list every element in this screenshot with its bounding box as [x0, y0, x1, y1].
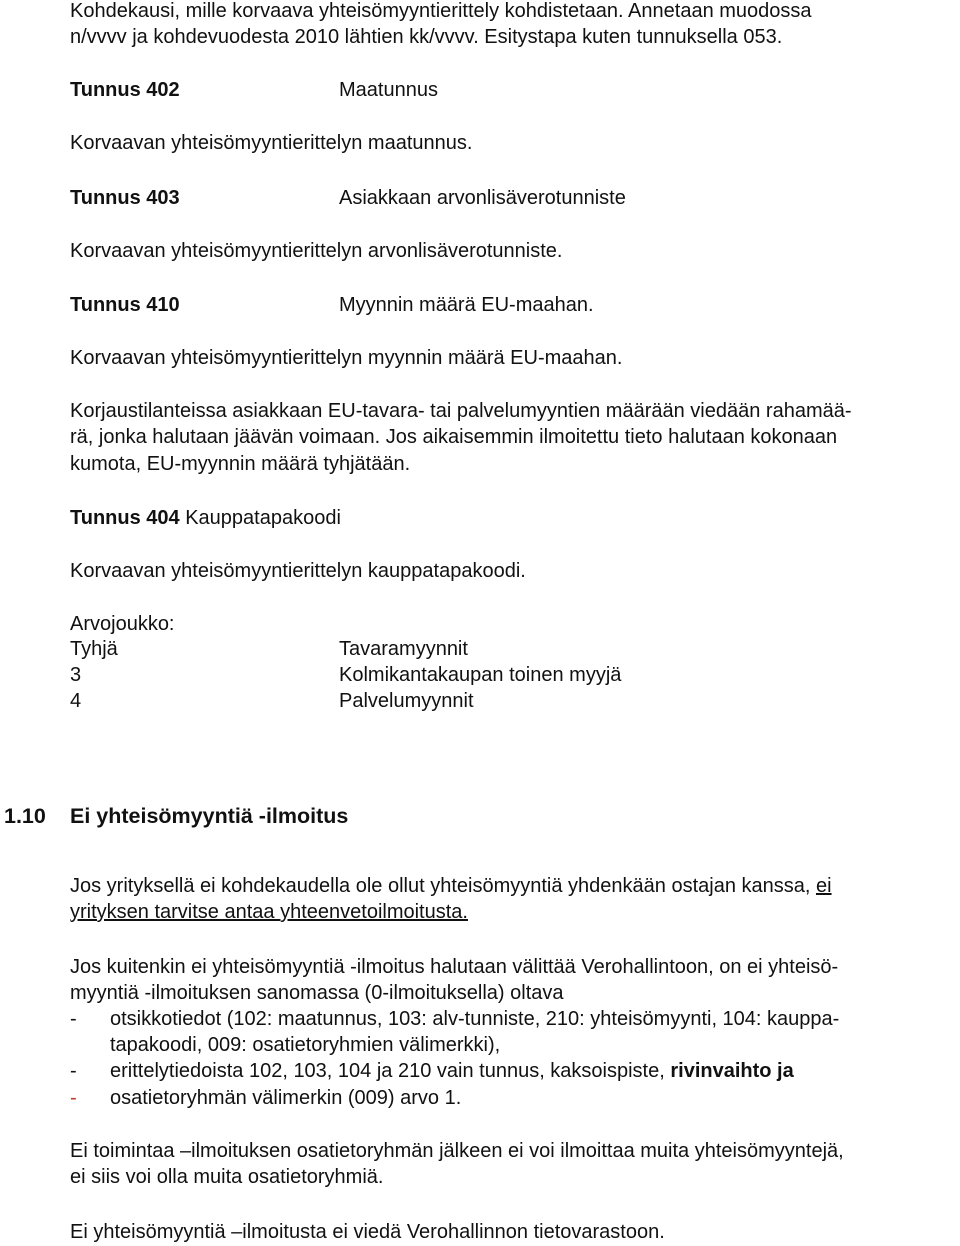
field-desc-410: Korvaavan yhteisömyyntierittelyn myynnin määrä EU-maahan. — [70, 347, 623, 369]
field-heading-404 — [70, 505, 341, 531]
value-set-meaning-3: Palvelumyynnit — [339, 690, 474, 712]
bullet-3-text: osatietoryhmän välimerkin (009) arvo 1. — [110, 1087, 462, 1109]
bullet-2-plain: erittelytiedoista 102, 103, 104 ja 210 vain tunnus, kaksoispiste, — [110, 1060, 665, 1082]
field-note-410-line-2: rä, jonka halutaan jäävän voimaan. Jos aikaisemmin ilmoitettu tieto halutaan kokonaan — [70, 426, 838, 448]
section-p3-line-1: Ei toimintaa –ilmoituksen osatietoryhmän jälkeen ei voi ilmoittaa muita yhteisömyyntejä, — [70, 1140, 844, 1162]
intro-line-1: Kohdekausi, mille korvaava yhteisömyyntierittely kohdistetaan. Annetaan muodossa — [70, 0, 812, 22]
field-code-410: Tunnus 410 — [70, 294, 180, 316]
field-code-404: Tunnus 404 — [70, 507, 180, 529]
field-title-402: Maatunnus — [339, 79, 438, 101]
value-set-meaning-2: Kolmikantakaupan toinen myyjä — [339, 664, 622, 686]
value-set-value-2: 3 — [70, 664, 82, 686]
bullet-1-dash: - — [70, 1008, 77, 1030]
section-number: 1.10 — [4, 804, 46, 828]
section-p1-line-2: yrityksen tarvitse antaa yhteenvetoilmoitusta. — [70, 901, 468, 923]
section-p1-underlined-start: ei — [815, 875, 832, 897]
field-title-404: Kauppatapakoodi — [185, 507, 341, 529]
bullet-3-dash: - — [70, 1087, 77, 1109]
field-title-403: Asiakkaan arvonlisäverotunniste — [339, 187, 626, 209]
value-set-value-1: Tyhjä — [70, 638, 118, 660]
field-code-403: Tunnus 403 — [70, 187, 180, 209]
field-desc-403: Korvaavan yhteisömyyntierittelyn arvonlisäverotunniste. — [70, 240, 563, 262]
section-p3-line-2: ei siis voi olla muita osatietoryhmiä. — [70, 1166, 384, 1188]
field-code-402: Tunnus 402 — [70, 79, 180, 101]
bullet-2-text — [110, 1058, 794, 1084]
field-note-410-line-1: Korjaustilanteissa asiakkaan EU-tavara- tai palvelumyyntien määrään viedään rahamää- — [70, 400, 852, 422]
bullet-2-bold: rivinvaihto ja — [670, 1060, 794, 1082]
field-note-410-line-3: kumota, EU-myynnin määrä tyhjätään. — [70, 453, 411, 475]
section-p1-text: Jos yrityksellä ei kohdekaudella ole ollut yhteisömyyntiä yhdenkään ostajan kanssa, — [70, 875, 811, 897]
bullet-2-dash: - — [70, 1060, 77, 1082]
section-p2-line-2: myyntiä -ilmoituksen sanomassa (0-ilmoituksella) oltava — [70, 982, 564, 1004]
section-p2-line-1: Jos kuitenkin ei yhteisömyyntiä -ilmoitus halutaan välittää Verohallintoon, on ei yhteisö- — [70, 956, 839, 978]
bullet-1-line-1: otsikkotiedot (102: maatunnus, 103: alv-tunniste, 210: yhteisömyynti, 104: kauppa- — [110, 1008, 840, 1030]
section-title: Ei yhteisömyyntiä -ilmoitus — [70, 804, 349, 828]
value-set-meaning-1: Tavaramyynnit — [339, 638, 468, 660]
value-set-value-3: 4 — [70, 690, 82, 712]
field-desc-402: Korvaavan yhteisömyyntierittelyn maatunnus. — [70, 132, 473, 154]
field-desc-404: Korvaavan yhteisömyyntierittelyn kauppatapakoodi. — [70, 560, 526, 582]
value-set-label: Arvojoukko: — [70, 613, 175, 635]
intro-line-2: n/vvvv ja kohdevuodesta 2010 lähtien kk/vvvv. Esitystapa kuten tunnuksella 053. — [70, 26, 783, 48]
field-title-410: Myynnin määrä EU-maahan. — [339, 294, 594, 316]
section-p4: Ei yhteisömyyntiä –ilmoitusta ei viedä Verohallinnon tietovarastoon. — [70, 1221, 665, 1243]
bullet-1-line-2: tapakoodi, 009: osatietoryhmien välimerkki), — [110, 1034, 501, 1056]
section-p1-line-1 — [70, 873, 832, 899]
